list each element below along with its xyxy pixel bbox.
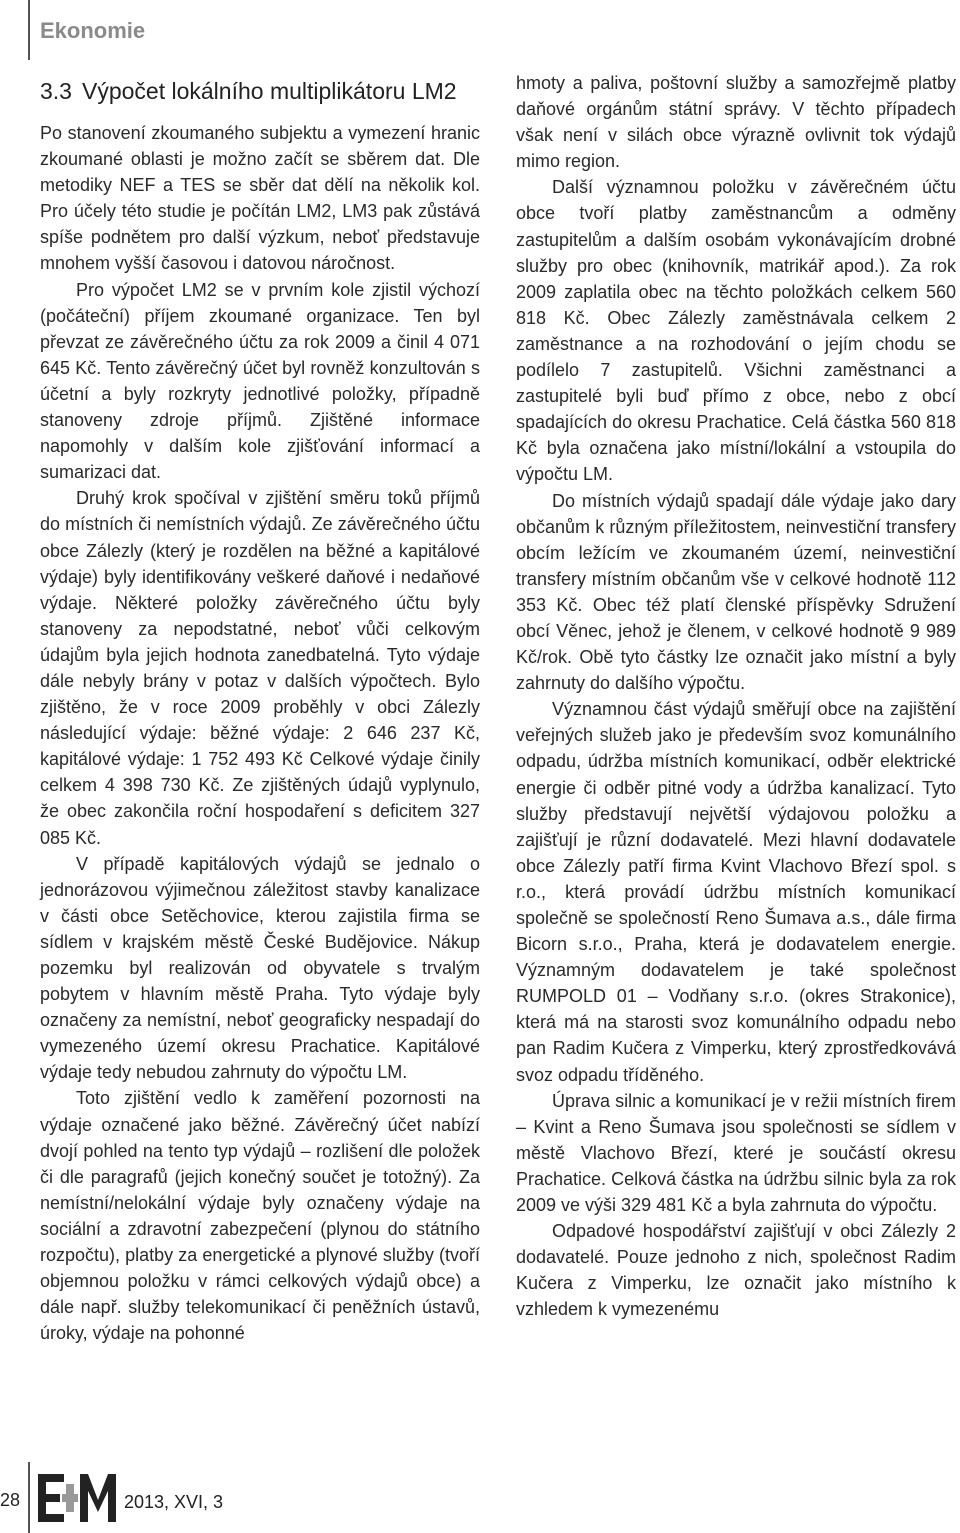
paragraph: Druhý krok spočíval v zjištění směru toků příjmů do místních či nemístních výdajů. Ze závěrečného účtu obce Zálezly (který je rozdělen na běžné a kapitálové výdaje) byly identifikovány veškeré daňové i nedaňové výdaje. Některé položky závěrečného účtu byly stanoveny za nepodstatné, neboť vůči celkovým údajům byla jejich hodnota zanedbatelná. Tyto výdaje dále nebyly brány v potaz v dalších výpočtech. Bylo zjištěno, že v roce 2009 proběhly v obci Zálezly následující výdaje: běžné výdaje: 2 646 237 Kč, kapitálové výdaje: 1 752 493 Kč Celkové výdaje činily celkem 4 398 730 Kč. Ze zjištěných údajů vyplynulo, že obec zakončila roční hospodaření s deficitem 327 085 Kč. — [40, 488, 480, 848]
page-title — [40, 79, 485, 104]
right-column — [516, 70, 956, 1323]
paragraph: Po stanovení zkoumaného subjektu a vymezení hranic zkoumané oblasti je možno začít se sběrem dat. Dle metodiky NEF a TES se sběr dat dělí na několik kol. Pro účely této studie je počítán LM2, LM3 pak zůstává spíše podnětem pro další výzkum, neboť představuje mnohem vyšší časovou i datovou náročnost. — [40, 123, 480, 274]
left-column — [40, 120, 480, 1346]
em-logo — [38, 1472, 118, 1524]
issue-info: 2013, XVI, 3 — [124, 1492, 224, 1512]
section-label: Ekonomie — [40, 18, 146, 43]
heading-title: Výpočet lokálního multiplikátoru LM2 — [81, 78, 457, 105]
page-number: 28 — [0, 1490, 21, 1510]
paragraph: hmoty a paliva, poštovní služby a samozřejmě platby daňové orgánům státní správy. V těchto případech však není v silách obce výrazně ovlivnit tok výdajů mimo region. — [516, 73, 956, 172]
bottom-rule — [28, 1462, 30, 1533]
paragraph: Významnou část výdajů směřují obce na zajištění veřejných služeb jako je především svoz komunálního odpadu, údržba místních komunikací, odběr elektrické energie či odběr pitné vody a údržba kanalizací. Tyto služby představují největší výdajovou položku a zajišťují je různí dodavatelé. Mezi hlavní dodavatele obce Zálezly patří firma Kvint Vlachovo Březí spol. s r.o., která provádí údržbu místních komunikací společně se společností Reno Šumava a.s., dále firma Bicorn s.r.o., Praha, která je dodavatelem energie. Významným dodavatelem je také společnost RUMPOLD 01 – Vodňany s.r.o. (okres Strakonice), která má na starosti svoz komunálního odpadu nebo pan Radim Kučera z Vimperku, který zprostředkovává svoz odpadu tříděného. — [516, 699, 956, 1085]
paragraph: Další významnou položku v závěrečném účtu obce tvoří platby zaměstnancům a odměny zastupitelům a dalším osobám vykonávajícím drobné služby pro obec (knihovník, matrikář apod.). Za rok 2009 zaplatila obec na těchto položkách celkem 560 818 Kč. Obec Zálezly zaměstnávala celkem 2 zaměstnance a na rozhodování o jejím chodu se podílelo 7 zastupitelů. Všichni zaměstnanci a zastupitelé byli buď přímo z obce, nebo z obcí spadajících do okresu Prachatice. Celá částka 560 818 Kč byla označena jako místní/lokální a vstoupila do výpočtu LM. — [516, 177, 956, 485]
heading-number: 3.3 — [40, 78, 72, 105]
paragraph: Do místních výdajů spadají dále výdaje jako dary občanům k různým příležitostem, neinvestiční transfery obcím ležícím ve zkoumaném území, neinvestiční transfery místním občanům vše v celkové hodnotě 112 353 Kč. Obec též platí členské příspěvky Sdružení obcí Věnec, jehož je členem, v celkové hodnotě 9 989 Kč/rok. Obě tyto částky lze označit jako místní a byly zahrnuty do dalšího výpočtu. — [516, 490, 956, 694]
top-rule — [28, 0, 30, 60]
paragraph: Odpadové hospodářství zajišťují v obci Zálezly 2 dodavatelé. Pouze jednoho z nich, společnost Radim Kučera z Vimperku, lze označit jako místního k vzhledem k vymezenému — [516, 1221, 956, 1320]
paragraph: Úprava silnic a komunikací je v režii místních firem – Kvint a Reno Šumava jsou společnosti se sídlem v městě Vlachovo Březí, které je součástí okresu Prachatice. Celková částka na údržbu silnic byla za rok 2009 ve výši 329 481 Kč a byla zahrnuta do výpočtu. — [516, 1090, 956, 1216]
paragraph: Toto zjištění vedlo k zaměření pozornosti na výdaje označené jako běžné. Závěrečný účet nabízí dvojí pohled na tento typ výdajů – rozlišení dle položek či dle paragrafů (jejich konečný součet je totožný). Za nemístní/nelokální výdaje byly označeny výdaje na sociální a zdravotní zabezpečení (plynou do státního rozpočtu), platby za energetické a plynové služby (tvoří objemnou položku v rámci celkových výdajů obce) a dále např. služby telekomunikací či peněžních ústavů, úroky, výdaje na pohonné — [40, 1088, 480, 1344]
paragraph: V případě kapitálových výdajů se jednalo o jednorázovou výjimečnou záležitost stavby kanalizace v části obce Setěchovice, kterou zajistila firma se sídlem v krajském městě České Budějovice. Nákup pozemku byl realizován od obyvatele s trvalým pobytem v hlavním městě Praha. Tyto výdaje byly označeny za nemístní, neboť geograficky nespadají do vymezeného území okresu Prachatice. Kapitálové výdaje tedy nebudou zahrnuty do výpočtu LM. — [40, 853, 480, 1083]
paragraph: Pro výpočet LM2 se v prvním kole zjistil výchozí (počáteční) příjem zkoumané organizace. Ten byl převzat ze závěrečného účtu za rok 2009 a činil 4 071 645 Kč. Tento závěrečný účet byl rovněž konzultován s účetní a byly rozkryty jednotlivé položky, případně stanoveny zdroje příjmů. Zjištěné informace napomohly v dalším kole zjišťování informací a sumarizaci dat. — [40, 279, 480, 483]
